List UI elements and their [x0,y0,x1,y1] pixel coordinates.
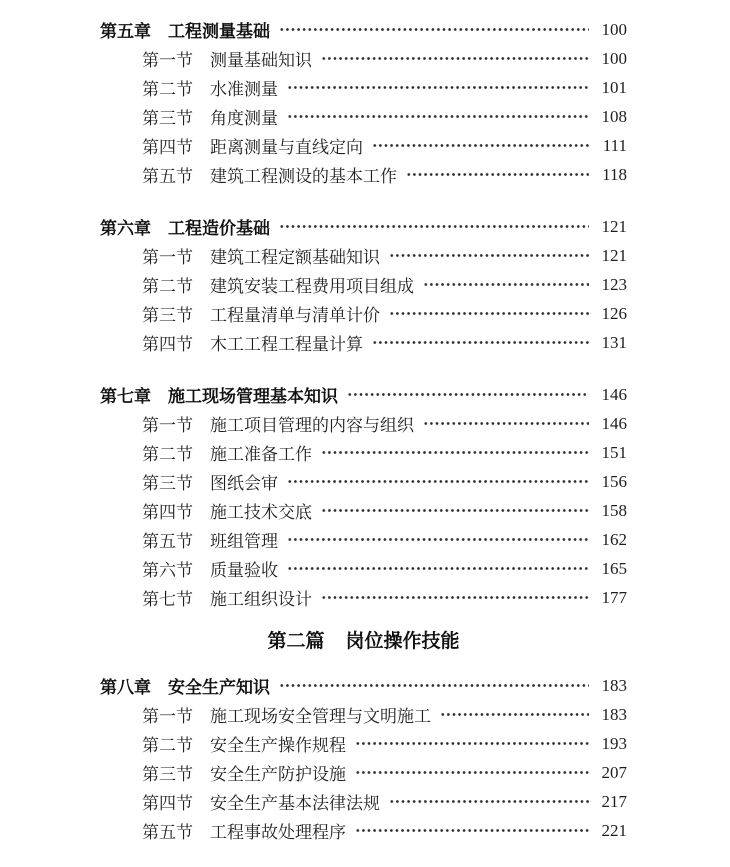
section-title: 班组管理 [210,532,278,551]
page-number: 217 [601,791,627,811]
page-number: 146 [601,384,627,404]
toc-chapter-row [100,380,627,409]
dot-leader [440,700,589,729]
section-title: 图纸会审 [210,474,278,493]
section-number: 第二节 [142,277,193,296]
page-number: 121 [601,245,627,265]
dot-leader [287,102,589,131]
dot-leader [287,554,589,583]
page-number: 183 [601,675,627,695]
toc-section-row [100,525,627,554]
chapter-title: 工程造价基础 [168,219,270,238]
toc-section-row [100,44,627,73]
dot-leader [389,241,589,270]
toc-section-row [100,438,627,467]
section-title: 安全生产防护设施 [210,765,346,784]
page-number: 193 [601,733,627,753]
section-number: 第二节 [142,445,193,464]
toc-section-row [100,328,627,357]
section-number: 第四节 [142,138,193,157]
chapter-number: 第七章 [100,387,151,406]
toc-section-row [100,270,627,299]
page-number: 177 [601,587,627,607]
chapter-title: 施工现场管理基本知识 [168,387,338,406]
section-title: 施工组织设计 [210,590,312,609]
chapter-number: 第六章 [100,219,151,238]
chapter-title: 工程测量基础 [168,22,270,41]
section-title: 木工工程工程量计算 [210,335,363,354]
section-number: 第一节 [142,51,193,70]
section-title: 安全生产操作规程 [210,736,346,755]
dot-leader [321,583,589,612]
page-number: 108 [601,106,627,126]
section-title: 安全生产基本法律法规 [210,794,380,813]
section-number: 第六节 [142,561,193,580]
toc-section-row [100,299,627,328]
section-title: 建筑工程测设的基本工作 [210,167,397,186]
toc-chapter-row [100,15,627,44]
section-title: 施工项目管理的内容与组织 [210,416,414,435]
dot-leader [355,729,589,758]
page-number: 183 [601,704,627,724]
section-number: 第四节 [142,794,193,813]
section-title: 测量基础知识 [210,51,312,70]
toc-section-row [100,583,627,612]
page-number: 221 [601,820,627,840]
page-number: 100 [601,48,627,68]
page-number: 121 [601,216,627,236]
dot-leader [321,44,589,73]
page-number: 118 [602,164,627,184]
section-number: 第五节 [142,532,193,551]
dot-leader [423,270,589,299]
toc-section-row [100,729,627,758]
section-title: 工程事故处理程序 [210,823,346,842]
section-number: 第三节 [142,109,193,128]
page-number: 126 [601,303,627,323]
toc-chapter-group [100,212,627,357]
section-title: 施工准备工作 [210,445,312,464]
toc-section-row [100,700,627,729]
toc-section-row [100,73,627,102]
part-number: 第二篇 [267,631,325,652]
dot-leader [372,131,589,160]
dot-leader [347,380,589,409]
dot-leader [406,160,589,189]
section-number: 第四节 [142,335,193,354]
section-number: 第二节 [142,736,193,755]
section-title: 水准测量 [210,80,278,99]
toc-chapter-group [100,15,627,189]
page-number: 146 [601,413,627,433]
page-number: 158 [601,500,627,520]
dot-leader [372,328,589,357]
toc-section-row [100,102,627,131]
dot-leader [279,15,589,44]
section-number: 第一节 [142,707,193,726]
toc-section-row [100,554,627,583]
dot-leader [321,438,589,467]
page-number: 165 [601,558,627,578]
part-title: 岗位操作技能 [345,631,460,652]
toc-section-row [100,816,627,845]
section-title: 施工现场安全管理与文明施工 [210,707,431,726]
toc-chapter-group [100,380,627,612]
section-number: 第一节 [142,248,193,267]
page-number: 131 [601,332,627,352]
toc-section-row [100,496,627,525]
dot-leader [287,525,589,554]
page-number: 100 [601,19,627,39]
section-number: 第五节 [142,167,193,186]
section-title: 建筑工程定额基础知识 [210,248,380,267]
dot-leader [389,299,589,328]
section-title: 建筑安装工程费用项目组成 [210,277,414,296]
toc-chapter-group [100,671,627,845]
toc-section-row [100,160,627,189]
section-number: 第三节 [142,474,193,493]
dot-leader [355,758,589,787]
toc-chapter-row [100,671,627,700]
section-number: 第一节 [142,416,193,435]
toc-section-row [100,787,627,816]
toc-section-row [100,758,627,787]
page-number: 123 [601,274,627,294]
section-number: 第四节 [142,503,193,522]
chapter-title: 安全生产知识 [168,678,270,697]
section-title: 质量验收 [210,561,278,580]
chapter-number: 第五章 [100,22,151,41]
dot-leader [423,409,589,438]
dot-leader [321,496,589,525]
dot-leader [287,73,589,102]
section-number: 第三节 [142,765,193,784]
toc-chapter-row [100,212,627,241]
page-number: 151 [601,442,627,462]
toc-section-row [100,241,627,270]
section-title: 角度测量 [210,109,278,128]
page-number: 156 [601,471,627,491]
section-title: 施工技术交底 [210,503,312,522]
section-number: 第三节 [142,306,193,325]
dot-leader [279,212,589,241]
section-title: 工程量清单与清单计价 [210,306,380,325]
section-number: 第七节 [142,590,193,609]
toc-section-row [100,409,627,438]
toc-section-row [100,467,627,496]
chapter-number: 第八章 [100,678,151,697]
section-number: 第五节 [142,823,193,842]
page-number: 101 [601,77,627,97]
dot-leader [287,467,589,496]
dot-leader [279,671,589,700]
page-number: 111 [602,135,627,155]
page-number: 162 [601,529,627,549]
page-number: 207 [601,762,627,782]
toc-section-row [100,131,627,160]
dot-leader [389,787,589,816]
section-number: 第二节 [142,80,193,99]
section-title: 距离测量与直线定向 [210,138,363,157]
dot-leader [355,816,589,845]
part-heading [100,625,627,654]
